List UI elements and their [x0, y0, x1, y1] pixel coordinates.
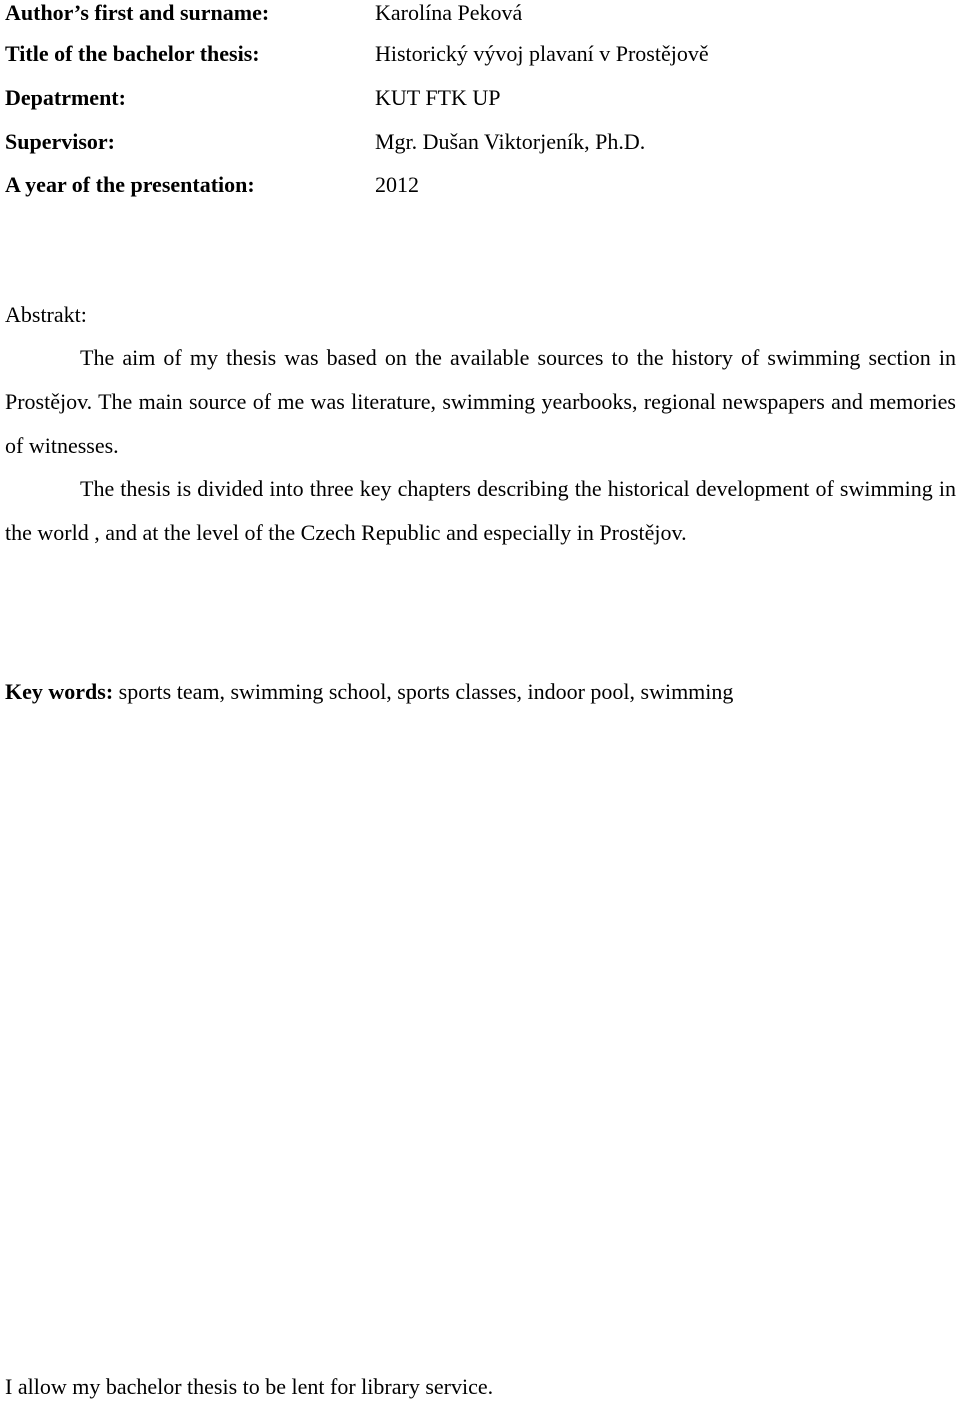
abstract-paragraph-1: The aim of my thesis was based on the available sources to the history of swimming section in Prostějov. The main source of me was literature, swimming yearbooks, regional newspapers and memories of witnesses. — [5, 345, 956, 458]
department-value: KUT FTK UP — [375, 85, 501, 110]
author-row — [5, 0, 269, 26]
author-value: Karolína Peková — [375, 0, 523, 25]
keywords-line — [5, 679, 733, 705]
abstract-paragraph-2: The thesis is divided into three key chapters describing the historical development of swimming in the world , and at the level of the Czech Republic and especially in Prostějov. — [5, 476, 956, 545]
title-value: Historický vývoj plavaní v Prostějově — [375, 41, 709, 66]
year-row — [5, 172, 255, 198]
department-row — [5, 85, 126, 111]
supervisor-value: Mgr. Dušan Viktorjeník, Ph.D. — [375, 129, 646, 154]
year-label: A year of the presentation: — [5, 172, 255, 197]
author-label: Author’s first and surname: — [5, 0, 270, 25]
title-row — [5, 41, 260, 67]
keywords-label: Key words: — [5, 679, 114, 704]
supervisor-row — [5, 129, 115, 155]
department-label: Depatrment: — [5, 85, 126, 110]
keywords-value: sports team, swimming school, sports classes, indoor pool, swimming — [118, 679, 734, 704]
supervisor-label: Supervisor: — [5, 129, 115, 154]
abstract-heading: Abstrakt: — [5, 302, 87, 327]
title-label: Title of the bachelor thesis: — [5, 41, 260, 66]
library-permission-statement: I allow my bachelor thesis to be lent for library service. — [5, 1374, 494, 1399]
year-value: 2012 — [375, 172, 419, 197]
